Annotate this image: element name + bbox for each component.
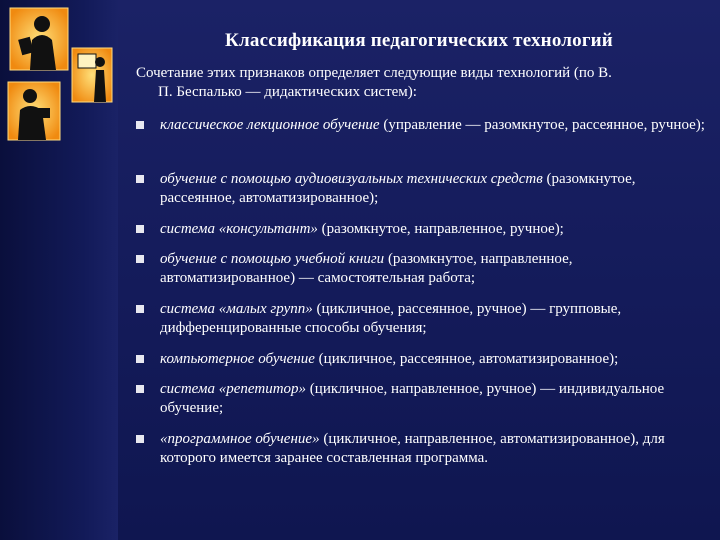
bullet-icon bbox=[136, 225, 144, 233]
item-term: система «малых групп» bbox=[160, 301, 313, 317]
bullet-icon bbox=[136, 305, 144, 313]
item-description: (разомкнутое, рассеянное, автоматизированное); bbox=[160, 171, 636, 206]
intro-line-1: Сочетание этих признаков определяет следующие виды технологий (по В. bbox=[136, 65, 612, 81]
item-term: классическое лекционное обучение bbox=[160, 117, 380, 133]
item-description: (цикличное, рассеянное, ручное) — групповые, дифференцированные способы обучения; bbox=[160, 301, 622, 336]
decorative-sidebar bbox=[0, 0, 118, 540]
reader-silhouette-icon bbox=[10, 8, 68, 70]
teacher-board-silhouette-icon bbox=[72, 48, 112, 102]
item-term: «программное обучение» bbox=[160, 431, 320, 447]
item-description: (разомкнутое, направленное, автоматизированное) — самостоятельная работа; bbox=[160, 251, 573, 286]
item-description: (управление — разомкнутое, рассеянное, ручное); bbox=[379, 117, 705, 133]
page-title: Классификация педагогических технологий bbox=[225, 30, 613, 51]
bullet-icon bbox=[136, 175, 144, 183]
item-term: обучение с помощью учебной книги bbox=[160, 251, 385, 267]
item-description: (цикличное, направленное, автоматизированное), для которого имеется заранее составленная программа. bbox=[160, 431, 665, 466]
intro-text bbox=[136, 64, 706, 102]
item-description: (разомкнутое, направленное, ручное); bbox=[317, 221, 564, 237]
bullet-icon bbox=[136, 255, 144, 263]
child-reading-silhouette-icon bbox=[8, 82, 60, 140]
bullet-icon bbox=[136, 435, 144, 443]
bullet-icon bbox=[136, 385, 144, 393]
reading-people-illustration bbox=[0, 0, 118, 150]
item-description: (цикличное, рассеянное, автоматизированное); bbox=[314, 351, 619, 367]
bullet-icon bbox=[136, 121, 144, 129]
bullet-icon bbox=[136, 355, 144, 363]
intro-line-2: П. Беспалько — дидактических систем): bbox=[158, 84, 417, 100]
item-term: обучение с помощью аудиовизуальных технических средств bbox=[160, 171, 543, 187]
item-term: система «консультант» bbox=[160, 221, 318, 237]
item-description: (цикличное, направленное, ручное) — индивидуальное обучение; bbox=[160, 381, 665, 416]
item-term: компьютерное обучение bbox=[160, 351, 315, 367]
item-term: система «репетитор» bbox=[160, 381, 307, 397]
